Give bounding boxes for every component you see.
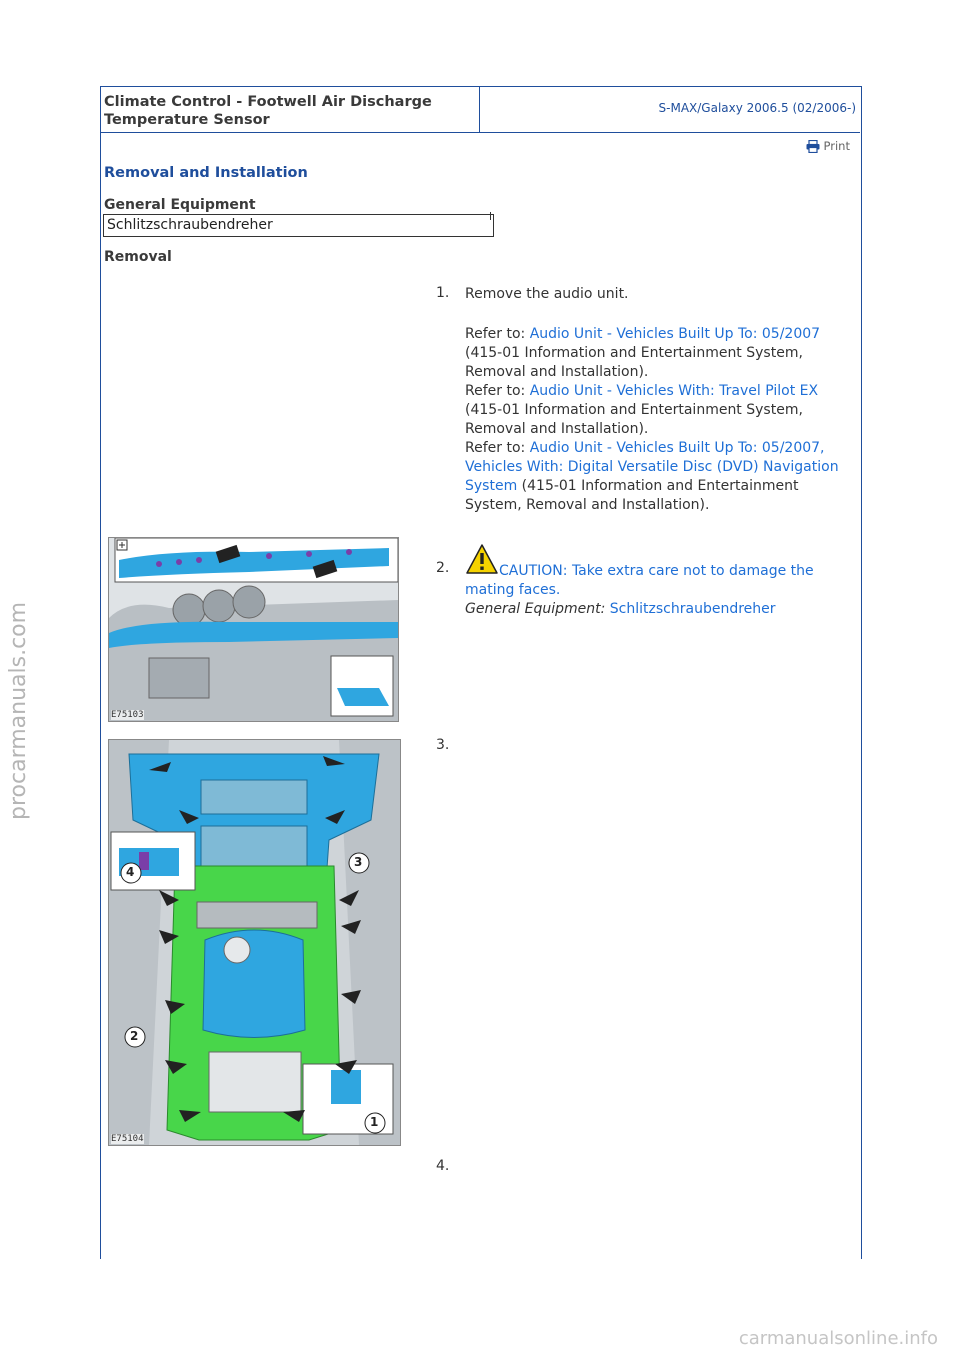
callout-2: 2 (130, 1029, 139, 1043)
printer-icon (806, 140, 820, 153)
step-1-text: Remove the audio unit. (465, 286, 629, 302)
figure-code: E75103 (111, 710, 144, 720)
side-watermark: procarmanuals.com (6, 601, 31, 820)
model-label: S-MAX/Galaxy 2006.5 (02/2006-) (658, 101, 856, 115)
document-header (100, 86, 860, 133)
print-button[interactable] (806, 139, 850, 153)
warning-icon (465, 543, 499, 581)
step-1-number: 1. (436, 285, 450, 301)
callout-1: 1 (370, 1115, 379, 1129)
bottom-watermark: carmanualsonline.info (738, 1328, 938, 1349)
step-4-number: 4. (436, 1158, 450, 1174)
step-3-number: 3. (436, 737, 450, 753)
step-1-references (465, 325, 855, 515)
equipment-link[interactable]: Schlitzschraubendreher (609, 601, 776, 617)
audio-unit-link-2[interactable]: Audio Unit - Vehicles With: Travel Pilot EX (529, 383, 819, 399)
callout-3: 3 (354, 855, 363, 869)
center-console-illustration (108, 739, 401, 1146)
reference-3: Refer to: Audio Unit - Vehicles Built Up To: 05/2007, Vehicles With: Digital Versatile Disc (DVD) Navigation System (415-01 Information and Entertainment System, Removal and Installation). (465, 440, 839, 513)
step-2-text (465, 543, 855, 619)
figure-code: E75104 (111, 1134, 144, 1144)
audio-unit-link-1[interactable]: Audio Unit - Vehicles Built Up To: 05/2007 (529, 326, 821, 342)
reference-1: Refer to: Audio Unit - Vehicles Built Up To: 05/2007 (415-01 Information and Entertainment System, Removal and Installation). (465, 326, 821, 380)
page-title: Climate Control - Footwell Air Discharge Temperature Sensor (104, 94, 432, 128)
audio-unit-link-3[interactable]: Audio Unit - Vehicles Built Up To: 05/2007, Vehicles With: Digital Versatile Disc (DVD) Navigation System (465, 440, 839, 494)
equipment-label: General Equipment: (465, 601, 606, 617)
removal-heading: Removal (104, 249, 172, 265)
table-edge (490, 212, 491, 220)
step-2-number: 2. (436, 560, 450, 576)
caution-text: CAUTION: Take extra care not to damage the mating faces. (465, 563, 814, 598)
dashboard-trim-illustration (108, 537, 399, 722)
general-equipment-heading: General Equipment (104, 197, 256, 213)
print-label: Print (823, 139, 850, 153)
reference-2: Refer to: Audio Unit - Vehicles With: Travel Pilot EX (415-01 Information and Entertainment System, Removal and Installation). (465, 383, 819, 437)
header-divider (479, 86, 480, 132)
callout-4: 4 (126, 865, 135, 879)
section-title: Removal and Installation (104, 165, 308, 181)
equipment-table-cell: Schlitzschraubendreher (103, 214, 494, 237)
